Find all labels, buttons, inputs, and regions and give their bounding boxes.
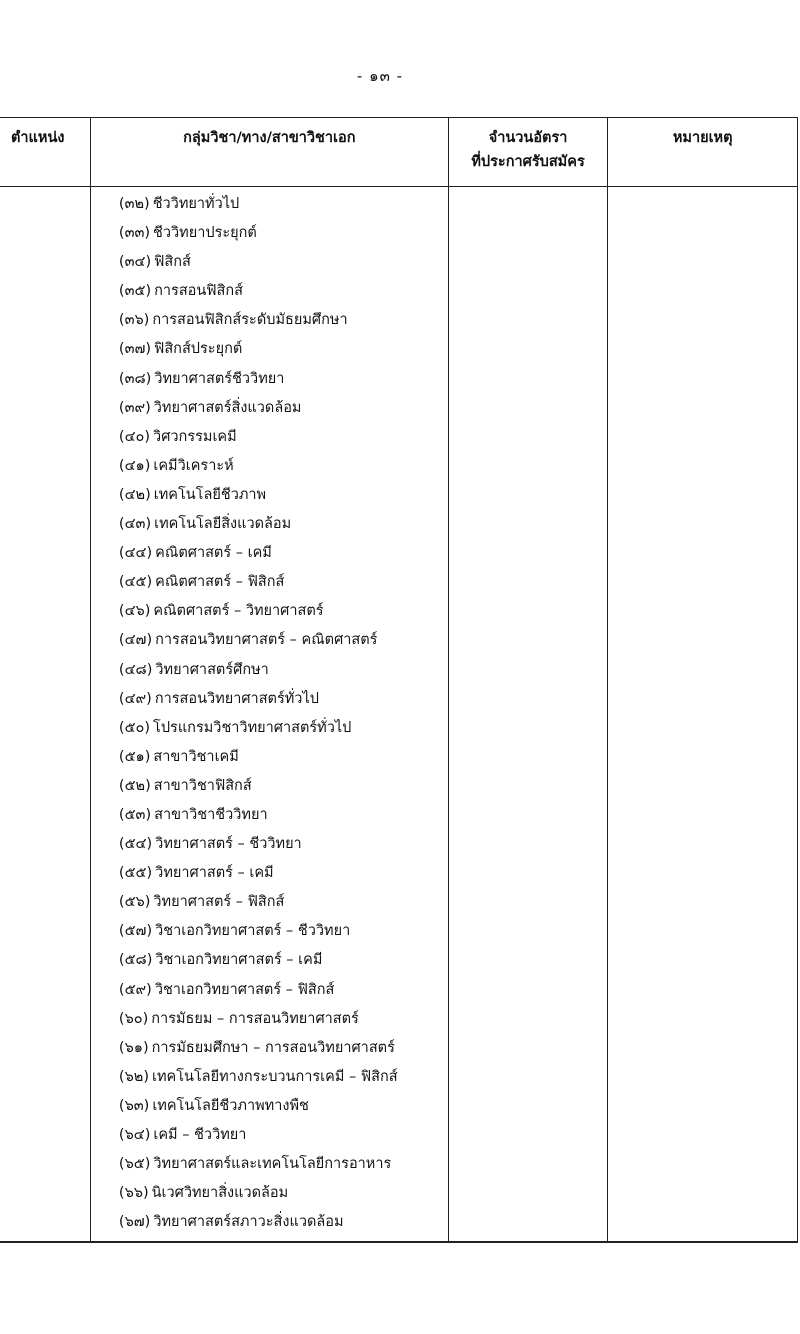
cell-note bbox=[608, 187, 798, 1243]
list-item bbox=[119, 219, 448, 248]
item-text: วิทยาศาสตร์ – ชีววิทยา bbox=[155, 836, 302, 853]
item-text: สาขาวิชาฟิสิกส์ bbox=[153, 777, 252, 794]
list-item bbox=[119, 626, 448, 655]
item-text: โปรแกรมวิชาวิทยาศาสตร์ทั่วไป bbox=[153, 719, 352, 736]
item-number: (๖๐) bbox=[118, 1010, 149, 1027]
item-text: เคมี – ชีววิทยา bbox=[153, 1127, 247, 1143]
subject-list bbox=[91, 187, 448, 1241]
item-number: (๓๒) bbox=[118, 196, 150, 212]
header-count bbox=[448, 118, 608, 187]
item-number: (๖๔) bbox=[118, 1127, 151, 1143]
list-item bbox=[119, 539, 448, 568]
list-item bbox=[119, 917, 448, 946]
list-item bbox=[119, 859, 448, 888]
item-text: วิทยาศาสตร์สภาวะสิ่งแวดล้อม bbox=[153, 1214, 344, 1231]
list-item bbox=[119, 801, 448, 830]
item-text: การมัธยม – การสอนวิทยาศาสตร์ bbox=[151, 1010, 359, 1027]
item-text: เทคโนโลยีชีวภาพทางพืช bbox=[152, 1097, 309, 1114]
item-number: (๖๕) bbox=[118, 1156, 151, 1173]
item-text: คณิตศาสตร์ – วิทยาศาสตร์ bbox=[153, 603, 324, 620]
item-number: (๕๙) bbox=[118, 981, 152, 998]
item-text: วิศวกรรมเคมี bbox=[153, 428, 237, 445]
item-number: (๔๖) bbox=[118, 603, 151, 620]
cell-position bbox=[0, 187, 90, 1243]
item-text: เคมีวิเคราะห์ bbox=[153, 457, 234, 474]
item-number: (๕๒) bbox=[118, 777, 151, 794]
item-text: สาขาวิชาชีววิทยา bbox=[154, 806, 268, 823]
list-item bbox=[119, 365, 448, 394]
item-text: เทคโนโลยีสิ่งแวดล้อม bbox=[154, 516, 292, 533]
item-number: (๕๘) bbox=[118, 952, 153, 969]
item-text: ฟิสิกส์ประยุกต์ bbox=[154, 341, 243, 358]
list-item bbox=[119, 423, 448, 452]
item-number: (๕๐) bbox=[118, 719, 151, 736]
header-count-line1: จำนวนอัตรา bbox=[488, 130, 568, 146]
list-item bbox=[119, 597, 448, 626]
item-text: วิทยาศาสตร์ – เคมี bbox=[155, 865, 274, 882]
item-number: (๓๘) bbox=[118, 370, 152, 387]
cell-count bbox=[448, 187, 608, 1243]
item-text: ชีววิทยาทั่วไป bbox=[152, 196, 240, 212]
list-item bbox=[119, 743, 448, 772]
list-item bbox=[119, 248, 448, 277]
item-number: (๓๔) bbox=[118, 254, 152, 271]
list-item bbox=[119, 685, 448, 714]
item-number: (๓๕) bbox=[118, 283, 152, 300]
item-number: (๔๗) bbox=[118, 632, 153, 649]
item-number: (๔๓) bbox=[118, 516, 152, 533]
table-header-row bbox=[0, 118, 798, 187]
list-item bbox=[119, 481, 448, 510]
item-text: วิชาเอกวิทยาศาสตร์ – ชีววิทยา bbox=[155, 923, 351, 940]
item-text: วิทยาศาสตร์ – ฟิสิกส์ bbox=[153, 894, 285, 911]
list-item bbox=[119, 888, 448, 917]
item-number: (๔๐) bbox=[118, 428, 151, 445]
header-note: หมายเหตุ bbox=[608, 118, 798, 187]
list-item bbox=[119, 946, 448, 975]
item-text: คณิตศาสตร์ – ฟิสิกส์ bbox=[155, 574, 285, 591]
item-text: เทคโนโลยีชีวภาพ bbox=[153, 486, 267, 503]
cell-subjects bbox=[90, 187, 448, 1243]
item-number: (๕๖) bbox=[118, 894, 151, 911]
item-number: (๕๗) bbox=[118, 923, 153, 940]
header-count-line2: ที่ประกาศรับสมัคร bbox=[471, 154, 585, 170]
page-number: - ๑๓ - bbox=[356, 67, 404, 85]
header-position: ตำแหน่ง bbox=[0, 118, 90, 187]
item-text: การสอนวิทยาศาสตร์ทั่วไป bbox=[154, 690, 319, 707]
item-number: (๓๙) bbox=[118, 399, 151, 416]
list-item bbox=[119, 190, 448, 219]
item-text: วิทยาศาสตร์ชีววิทยา bbox=[154, 370, 285, 387]
list-item bbox=[119, 830, 448, 859]
list-item bbox=[119, 1150, 448, 1179]
item-number: (๖๑) bbox=[118, 1039, 149, 1056]
list-item bbox=[119, 714, 448, 743]
item-number: (๓๗) bbox=[118, 341, 152, 358]
list-item bbox=[119, 394, 448, 423]
item-number: (๔๘) bbox=[118, 661, 153, 678]
item-number: (๔๙) bbox=[118, 690, 152, 707]
list-item bbox=[119, 568, 448, 597]
item-number: (๔๔) bbox=[118, 545, 153, 562]
list-item bbox=[119, 772, 448, 801]
list-item bbox=[119, 510, 448, 539]
recruitment-table bbox=[0, 117, 798, 1243]
item-number: (๓๓) bbox=[118, 225, 151, 242]
item-number: (๓๖) bbox=[118, 312, 150, 329]
item-text: วิทยาศาสตร์ศึกษา bbox=[155, 661, 269, 678]
item-text: วิชาเอกวิทยาศาสตร์ – ฟิสิกส์ bbox=[154, 981, 335, 998]
item-number: (๔๑) bbox=[118, 457, 151, 474]
item-number: (๖๗) bbox=[118, 1214, 151, 1231]
item-text: ชีววิทยาประยุกต์ bbox=[153, 225, 257, 242]
item-text: สาขาวิชาเคมี bbox=[153, 748, 239, 765]
item-text: การสอนฟิสิกส์ bbox=[154, 283, 244, 300]
list-item bbox=[119, 1063, 448, 1092]
list-item bbox=[119, 1005, 448, 1034]
item-number: (๖๒) bbox=[118, 1068, 149, 1085]
item-number: (๕๔) bbox=[118, 836, 153, 853]
item-text: การสอนฟิสิกส์ระดับมัธยมศึกษา bbox=[152, 312, 348, 329]
item-text: วิชาเอกวิทยาศาสตร์ – เคมี bbox=[155, 952, 323, 969]
item-text: วิทยาศาสตร์สิ่งแวดล้อม bbox=[153, 399, 302, 416]
header-subject: กลุ่มวิชา/ทาง/สาขาวิชาเอก bbox=[90, 118, 448, 187]
list-item bbox=[119, 452, 448, 481]
list-item bbox=[119, 976, 448, 1005]
list-item bbox=[119, 277, 448, 306]
item-number: (๖๓) bbox=[118, 1097, 150, 1114]
item-number: (๖๖) bbox=[118, 1185, 149, 1202]
item-text: การสอนวิทยาศาสตร์ – คณิตศาสตร์ bbox=[155, 632, 378, 649]
item-number: (๕๓) bbox=[118, 806, 152, 823]
item-text: คณิตศาสตร์ – เคมี bbox=[155, 545, 272, 562]
list-item bbox=[119, 1121, 448, 1150]
item-text: การมัธยมศึกษา – การสอนวิทยาศาสตร์ bbox=[151, 1039, 395, 1056]
item-number: (๔๕) bbox=[118, 574, 153, 591]
list-item bbox=[119, 1179, 448, 1208]
item-number: (๔๒) bbox=[118, 486, 151, 503]
list-item bbox=[119, 335, 448, 364]
list-item bbox=[119, 656, 448, 685]
list-item bbox=[119, 1208, 448, 1237]
list-item bbox=[119, 1092, 448, 1121]
list-item bbox=[119, 1034, 448, 1063]
item-number: (๕๑) bbox=[118, 748, 151, 765]
item-number: (๕๕) bbox=[118, 865, 153, 882]
item-text: ฟิสิกส์ bbox=[154, 254, 191, 271]
list-item bbox=[119, 306, 448, 335]
item-text: นิเวศวิทยาสิ่งแวดล้อม bbox=[151, 1185, 289, 1202]
item-text: เทคโนโลยีทางกระบวนการเคมี – ฟิสิกส์ bbox=[151, 1068, 398, 1085]
item-text: วิทยาศาสตร์และเทคโนโลยีการอาหาร bbox=[153, 1156, 392, 1173]
table-row bbox=[0, 187, 798, 1243]
